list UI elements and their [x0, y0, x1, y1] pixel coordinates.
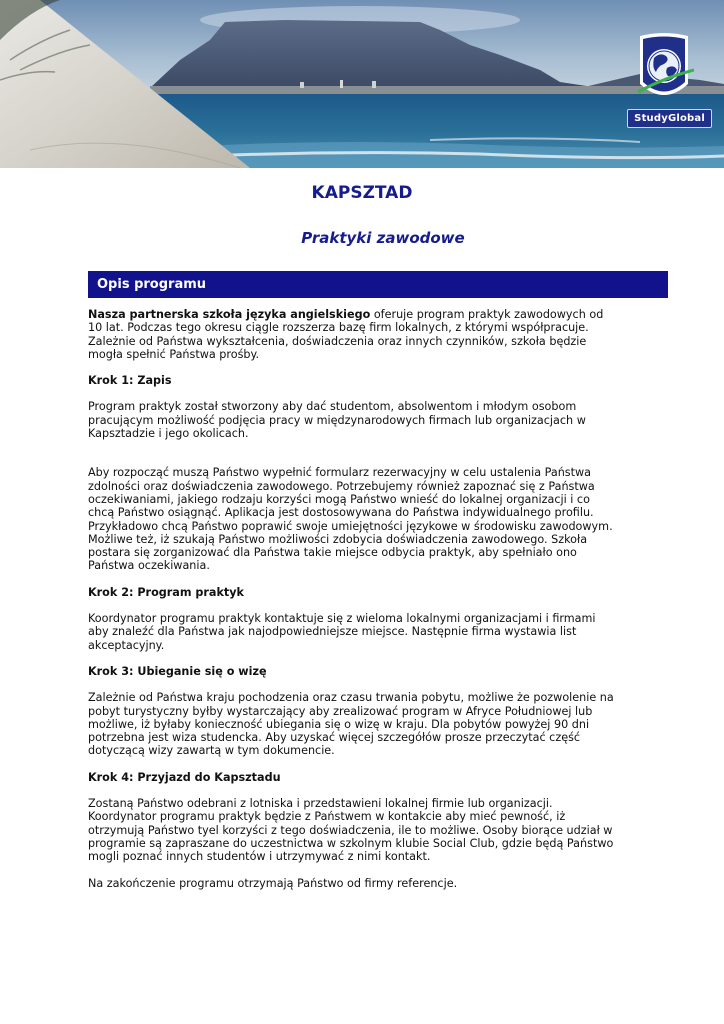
step-4-paragraph-2: Na zakończenie programu otrzymają Państwo od firmy referencje. [88, 876, 458, 890]
step-1-paragraph-1: Program praktyk został stworzony aby dać studentom, absolwentom i młodym osobom pracującym możliwość podjęcia pracy w międzynarodowych firmach lub organizacjach w Kapsztadzie i jego okolicach. [88, 400, 586, 441]
globe-icon [634, 30, 694, 110]
header-banner [0, 0, 724, 168]
table-mountain-photo [0, 0, 724, 168]
section-header-opis-programu: Opis programu [88, 271, 668, 298]
page-subtitle: Praktyki zawodowe [301, 229, 465, 247]
step-1-heading: Krok 1: Zapis [88, 374, 172, 388]
step-4-paragraph-1: Zostaną Państwo odebrani z lotniska i przedstawieni lokalnej firmie lub organizacji. Koordynator programu praktyk będzie z Państwem w kontakcie aby mieć pewność, iż otrzymują Państwo tyel korzyści z tego doświadczenia, ile to możliwe. Osoby biorące udział w programie są zapraszane do uczestnictwa w szkolnym klubie Social Club, gdzie będą Państwo mogli poznać innych studentów i utrzymywać z nimi kontakt. [88, 797, 614, 864]
step-2-paragraph-1: Koordynator programu praktyk kontaktuje się z wieloma lokalnymi organizacjami i firmami aby znaleźć dla Państwa jak najodpowiedniejsze miejsce. Następnie firma wystawia list akceptacyjny. [88, 612, 596, 652]
studyglobal-logo: StudyGlobal [627, 109, 712, 128]
step-1-paragraph-2: Aby rozpocząć muszą Państwo wypełnić formularz rezerwacyjny w celu ustalenia Państwa zdolności oraz doświadczenia zawodowego. Potrzebujemy również zapoznać się z Państwa oczekiwaniami, jakiego rodzaju korzyści mogą Państwo wnieść do lokalnej organizacji i co chcą Państwo osiągnąć. Aplikacja jest dostosowywana do Państwa indywidualnego profilu. Przykładowo chcą Państwo poprawić swoje umiejętności językowe w środowisku zawodowym. Możliwe też, iż szukają Państwo możliwości zdobycia doświadczenia zawodowego. Szkoła postara się zorganizować dla Państwa takie miejsce odbycia praktyk, aby spełniało ono Państwa oczekiwania. [88, 466, 613, 573]
step-3-heading: Krok 3: Ubieganie się o wizę [88, 664, 267, 678]
page-title: KAPSZTAD [311, 183, 413, 203]
step-4-heading: Krok 4: Przyjazd do Kapsztadu [88, 770, 281, 784]
intro-paragraph [88, 308, 616, 361]
step-3-paragraph-1: Zależnie od Państwa kraju pochodzenia oraz czasu trwania pobytu, możliwe że pozwolenie na pobyt turystyczny byłby wystarczający aby zrealizować program w Afryce Południowej lub możliwe, iż byłaby konieczność ubiegania się o wizę w kraju. Dla pobytów powyżej 90 dni potrzebna jest wiza studencka. Aby uzyskać więcej szczegółów prosze przeczytać część dotyczącą wizy zawartą w tym dokumencie. [88, 691, 614, 758]
program-description [88, 308, 616, 890]
intro-text: oferuje program praktyk zawodowych od 10 lat. Podczas tego okresu ciągle rozszerza bazę firm lokalnych, z którymi współpracuje. Zależnie od Państwa wykształcenia, doświadczenia oraz innych czynników, szkoła będzie mogła spełnić Państwa prośby. [88, 308, 604, 361]
intro-bold: Nasza partnerska szkoła języka angielskiego [88, 308, 371, 321]
step-2-heading: Krok 2: Program praktyk [88, 585, 244, 599]
